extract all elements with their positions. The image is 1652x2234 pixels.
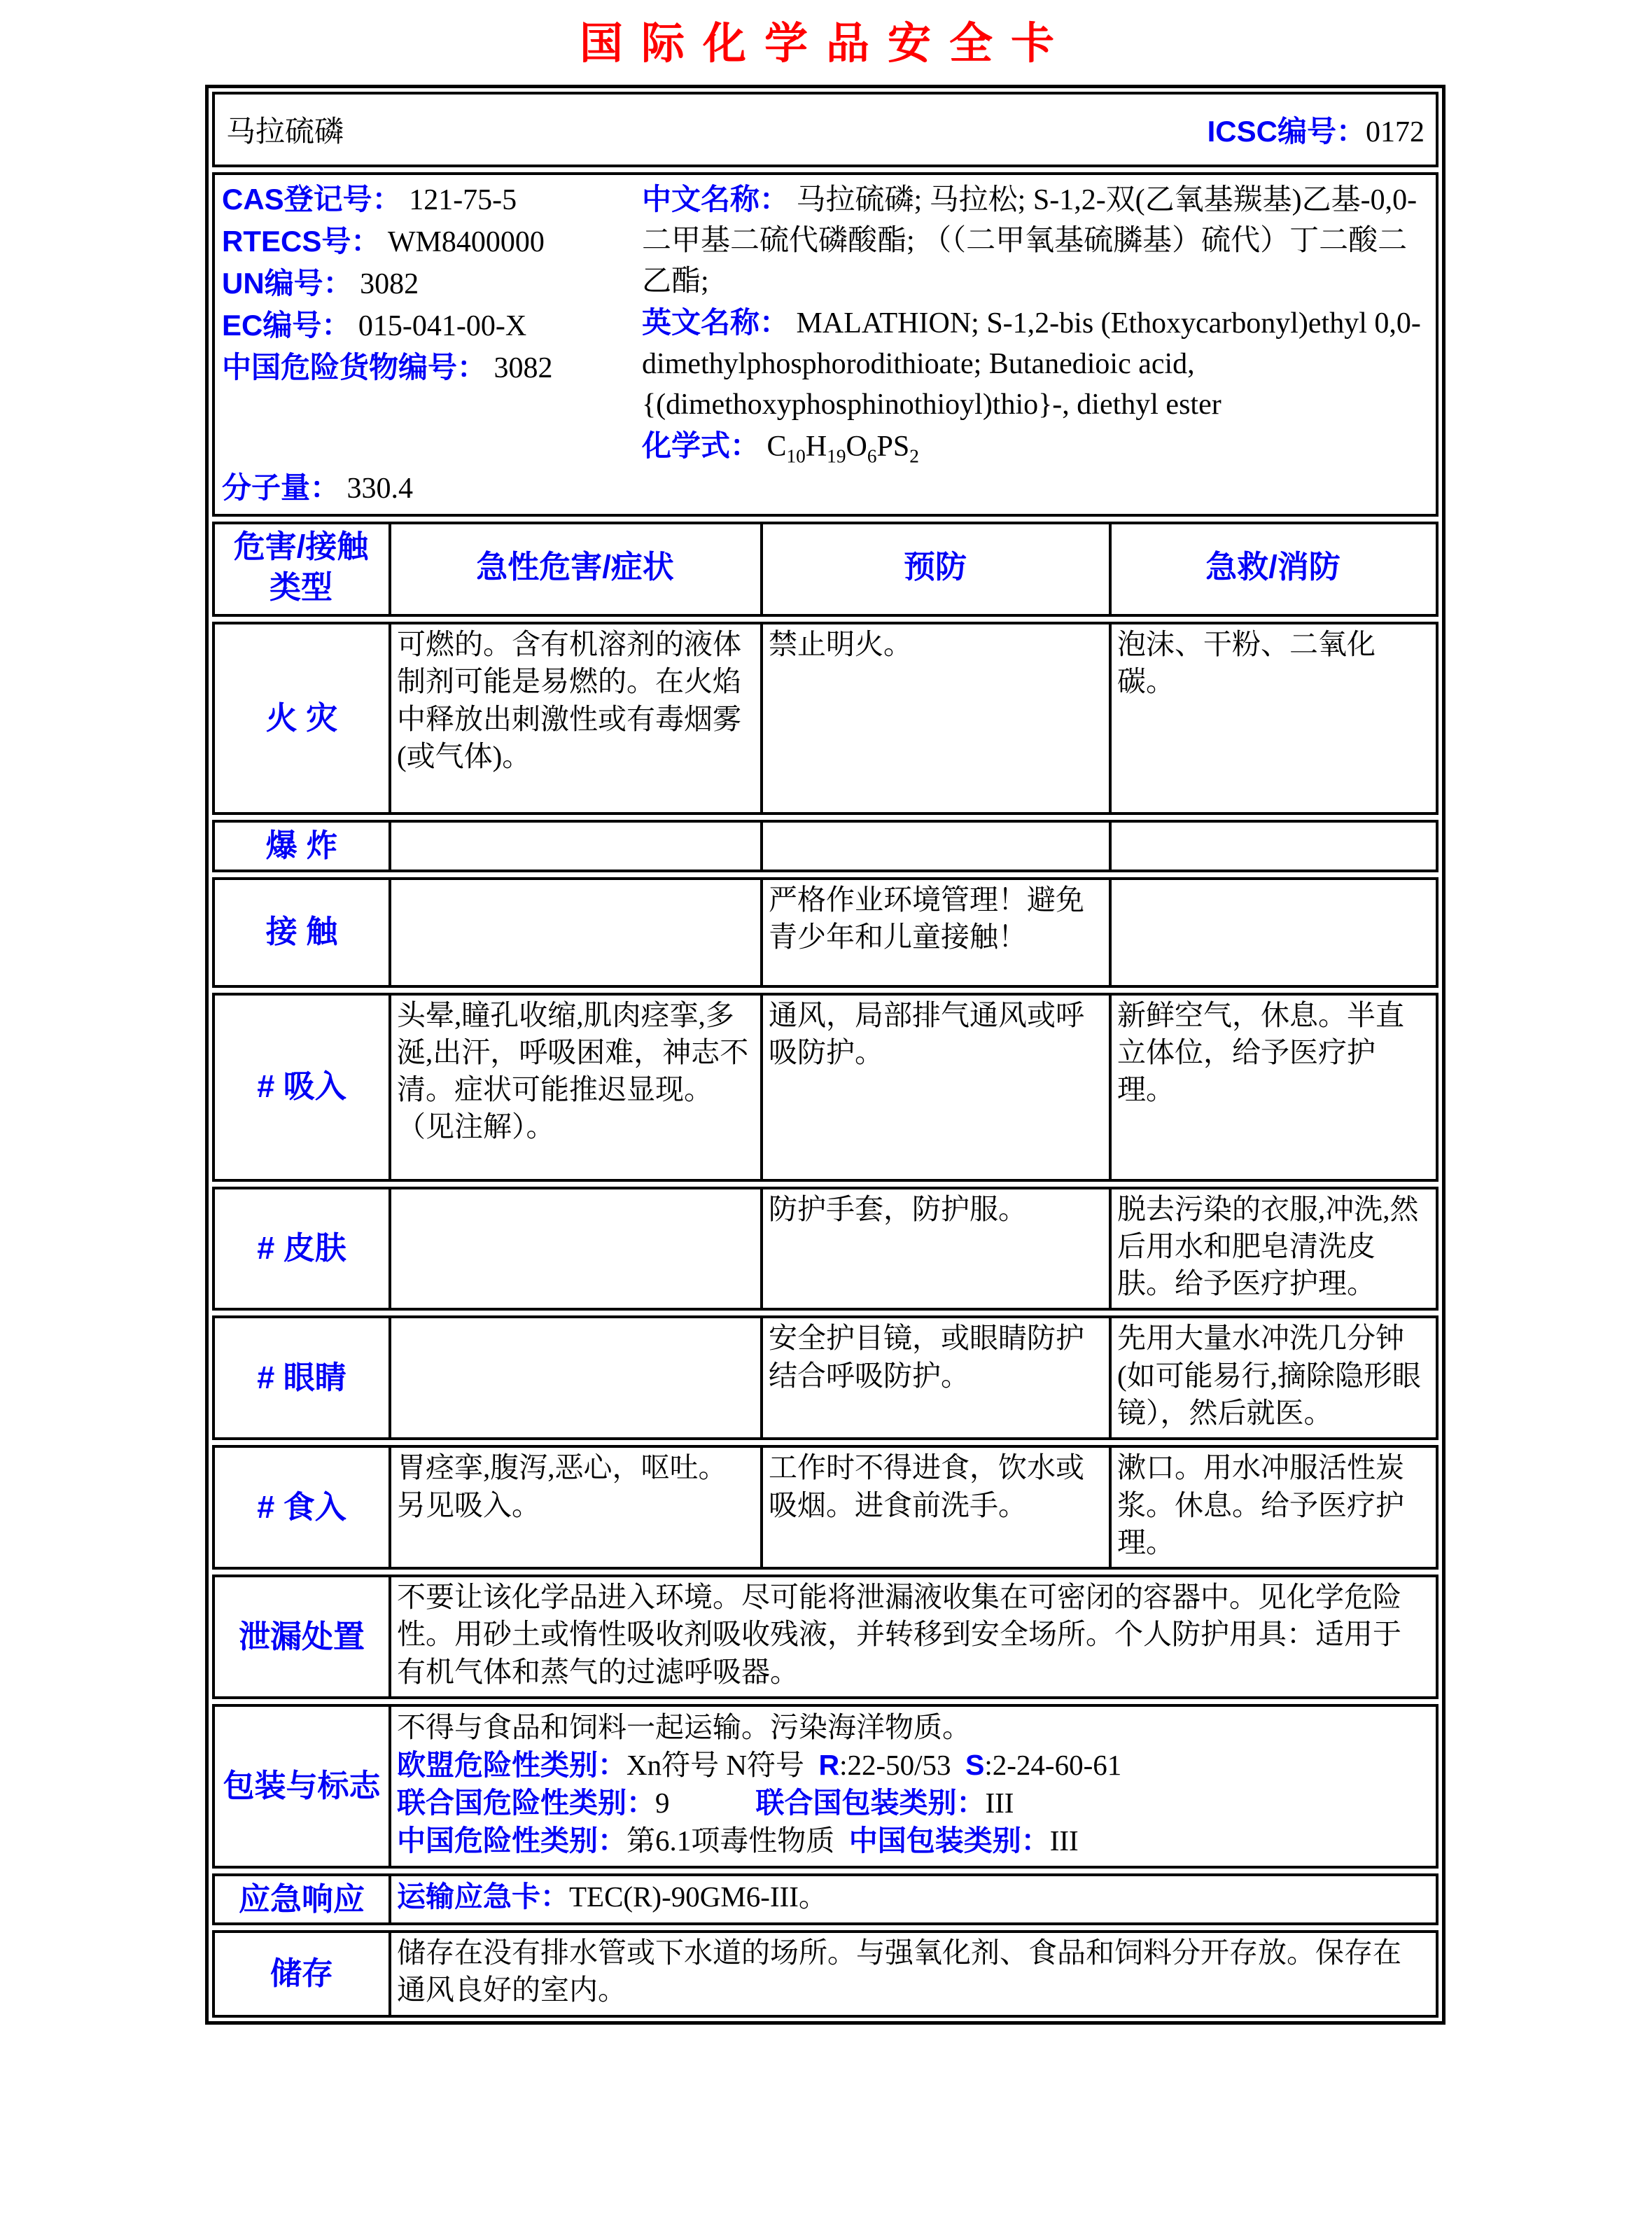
header-acute-hazards: 急性危害/症状 (388, 524, 760, 614)
exposure-prevention: 严格作业环境管理！避免青少年和儿童接触！ (760, 880, 1109, 985)
exposure-firstaid (1109, 880, 1436, 985)
ingestion-firstaid: 漱口。用水冲服活性炭浆。休息。给予医疗护理。 (1109, 1448, 1436, 1567)
explosion-label: 爆 炸 (265, 828, 338, 863)
cas-number-row: CAS登记号： 121-75-5 (222, 183, 517, 216)
emergency-text: 运输应急卡：TEC(R)-90GM6-III。 (388, 1876, 1436, 1923)
ingestion-label: # 食入 (257, 1488, 346, 1525)
storage-row (212, 1930, 1438, 2018)
eyes-prevention: 安全护目镜，或眼睛防护结合呼吸防护。 (760, 1318, 1109, 1437)
skin-prevention: 防护手套，防护服。 (760, 1189, 1109, 1308)
chemical-formula: $C_{10}H_{19}O_6PS_2$ (766, 430, 919, 467)
packaging-text (388, 1707, 1436, 1865)
fire-firstaid: 泡沫、干粉、二氧化碳。 (1109, 624, 1436, 812)
spillage-label: 泄漏处置 (238, 1618, 365, 1654)
table-header-row (212, 522, 1438, 617)
fire-label: 火 灾 (265, 699, 338, 736)
chinese-name-row: 中文名称： 马拉硫磷; 马拉松; S-1,2-双(乙氧基羰基)乙基-0,0-二甲基二硫代磷酸酯; （（二甲氧基硫膦基）硫代）丁二酸二乙酯; (642, 183, 1418, 298)
skin-row (212, 1187, 1438, 1311)
eyes-symptoms (388, 1318, 760, 1437)
explosion-firstaid (1109, 823, 1436, 870)
packaging-label: 包装与标志 (223, 1768, 381, 1804)
explosion-prevention (760, 823, 1109, 870)
spacer (222, 389, 642, 468)
header-first-aid: 急救/消防 (1109, 524, 1436, 614)
ingestion-row (212, 1445, 1438, 1570)
fire-symptoms: 可燃的。含有机溶剂的液体制剂可能是易燃的。在火焰中释放出刺激性或有毒烟雾(或气体)。 (388, 624, 760, 812)
inhalation-label: # 吸入 (257, 1068, 346, 1105)
rtecs-number-row: RTECS号： WM8400000 (222, 224, 545, 258)
inhalation-symptoms: 头晕,瞳孔收缩,肌肉痉挛,多涎,出汗，呼吸困难，神志不清。症状可能推迟显现。（见注解）。 (388, 996, 760, 1179)
ingestion-symptoms: 胃痉挛,腹泻,恶心，呕吐。另见吸入。 (388, 1448, 760, 1567)
inhalation-firstaid: 新鲜空气，休息。半直立体位，给予医疗护理。 (1109, 996, 1436, 1179)
english-name-row: 英文名称： MALATHION; S-1,2-bis (Ethoxycarbonyl)ethyl 0,0-dimethylphosphorodithioate; Butanedioic acid, {(dimethoxyphosphinothioyl)thio}-, diethyl ester (642, 305, 1421, 421)
packaging-line-un: 联合国危险性类别：9 联合国包装类别：III (397, 1787, 1014, 1820)
packaging-line-transport: 不得与食品和饲料一起运输。污染海洋物质。 (397, 1711, 971, 1744)
eyes-firstaid: 先用大量水冲洗几分钟(如可能易行,摘除隐形眼镜），然后就医。 (1109, 1318, 1436, 1437)
storage-text: 储存在没有排水管或下水道的场所。与强氧化剂、食品和饲料分开存放。保存在通风良好的室内。 (388, 1933, 1436, 2015)
identifier-list (222, 179, 642, 510)
icsc-label: ICSC编号： (1207, 115, 1366, 148)
header-prevention: 预防 (760, 524, 1109, 614)
icsc-number-group (1208, 109, 1424, 151)
ingestion-prevention: 工作时不得进食，饮水或吸烟。进食前洗手。 (760, 1448, 1109, 1567)
china-dg-number-row: 中国危险货物编号： 3082 (222, 350, 553, 384)
chemical-formula-row: 化学式： $C_{10}H_{19}O_6PS_2$ (642, 428, 919, 467)
header-hazard-type: 危害/接触类型 (233, 528, 369, 605)
spillage-row (212, 1575, 1438, 1699)
packaging-line-eu: 欧盟危险性类别：Xn符号 N符号 R:22-50/53 S:2-24-60-61 (397, 1749, 1122, 1782)
exposure-row (212, 877, 1438, 988)
exposure-symptoms (388, 880, 760, 985)
eyes-row (212, 1315, 1438, 1440)
icsc-document (0, 8, 1652, 2234)
skin-symptoms (388, 1189, 760, 1308)
identifiers-section (212, 172, 1438, 517)
packaging-row (212, 1704, 1438, 1868)
icsc-number: 0172 (1366, 116, 1424, 148)
emergency-label: 应急响应 (238, 1880, 365, 1917)
name-list (642, 179, 1429, 510)
explosion-symptoms (388, 823, 760, 870)
fire-row (212, 622, 1438, 815)
substance-header (212, 92, 1438, 167)
card-frame (205, 85, 1446, 2025)
inhalation-prevention: 通风，局部排气通风或呼吸防护。 (760, 996, 1109, 1179)
fire-prevention: 禁止明火。 (760, 624, 1109, 812)
substance-name: 马拉硫磷 (226, 116, 344, 148)
page-title: 国际化学品安全卡 (579, 20, 1072, 68)
explosion-row (212, 820, 1438, 872)
molecular-weight-row: 分子量： 330.4 (222, 471, 414, 505)
skin-firstaid: 脱去污染的衣服,冲洗,然后用水和肥皂清洗皮肤。给予医疗护理。 (1109, 1189, 1436, 1308)
spillage-text: 不要让该化学品进入环境。尽可能将泄漏液收集在可密闭的容器中。见化学危险性。用砂土或惰性吸收剂吸收残液，并转移到安全场所。个人防护用具：适用于有机气体和蒸气的过滤呼吸器。 (388, 1577, 1436, 1696)
storage-label: 储存 (270, 1955, 333, 1992)
eyes-label: # 眼睛 (257, 1360, 346, 1396)
inhalation-row (212, 993, 1438, 1182)
exposure-label: 接 触 (265, 914, 338, 950)
skin-label: # 皮肤 (257, 1230, 346, 1266)
ec-number-row: EC编号： 015-041-00-X (222, 308, 527, 342)
packaging-line-china: 中国危险性类别：第6.1项毒性物质 中国包装类别：III (397, 1824, 1079, 1857)
emergency-row (212, 1873, 1438, 1926)
un-number-row: UN编号： 3082 (222, 266, 419, 300)
